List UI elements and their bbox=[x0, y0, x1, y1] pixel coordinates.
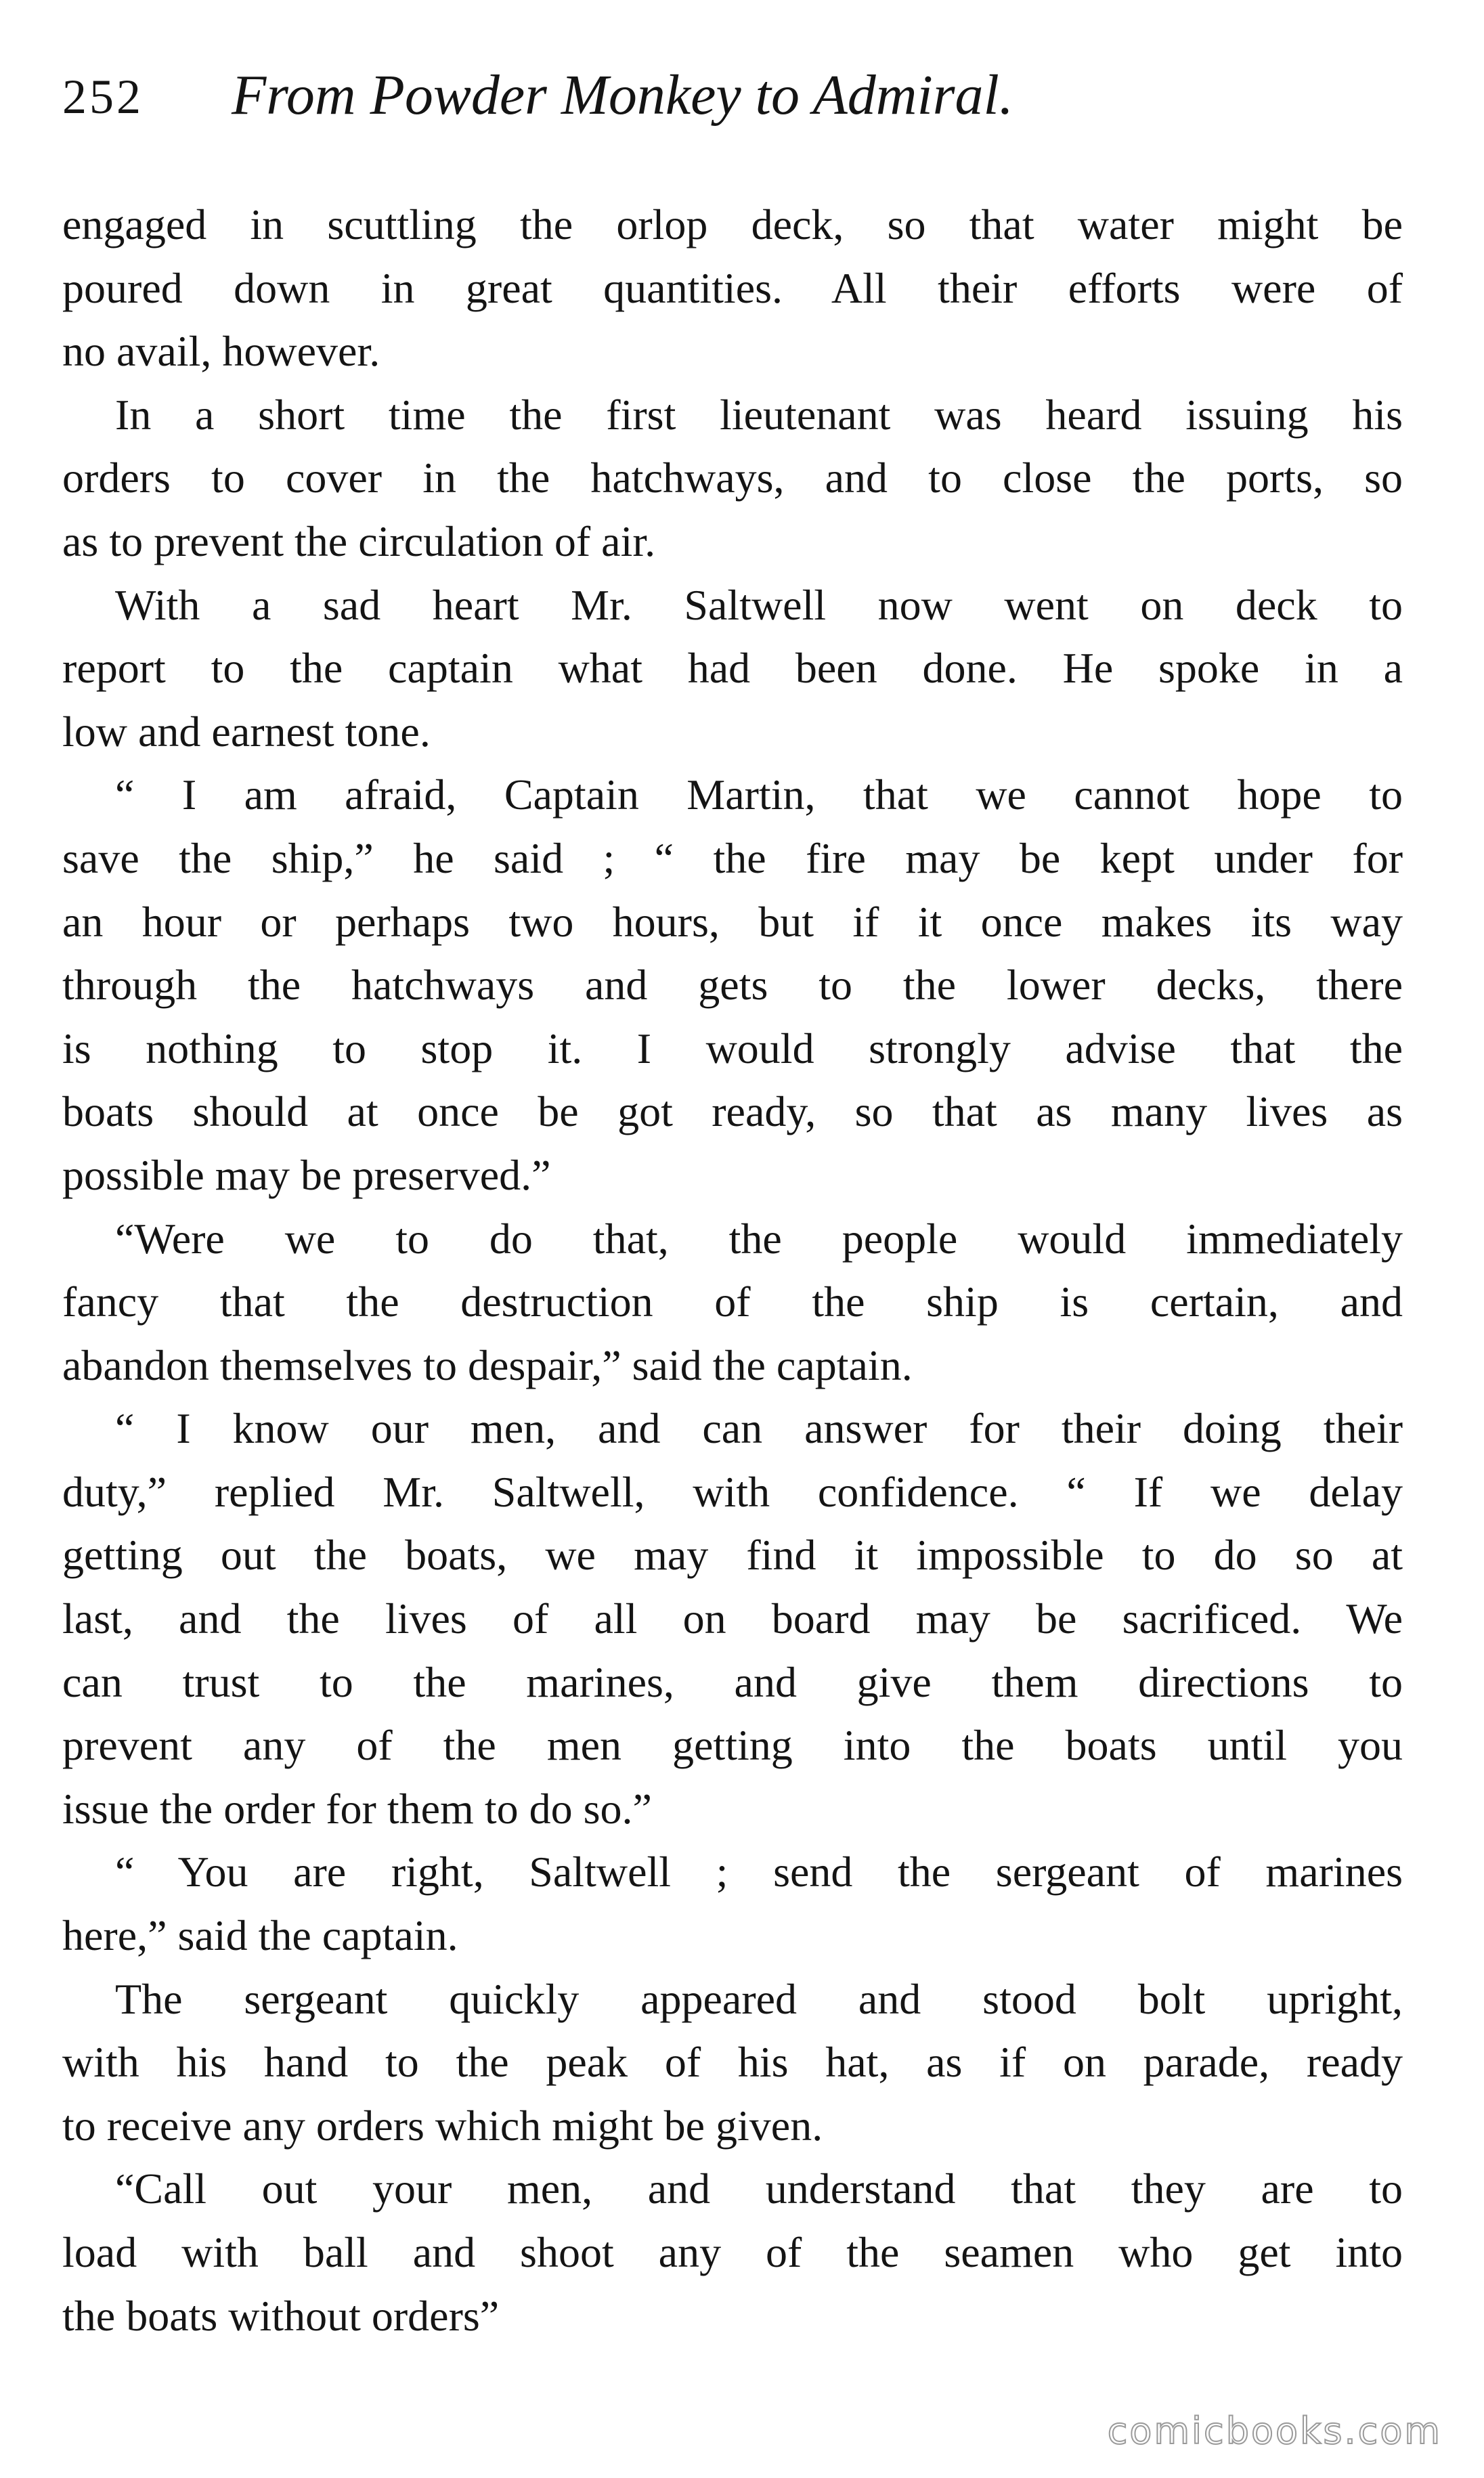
text-line: no avail, however. bbox=[62, 327, 380, 376]
text-line: orders to cover in the hatchways, and to close the ports, so bbox=[62, 454, 1403, 502]
text-line: low and earnest tone. bbox=[62, 707, 431, 756]
text-line: engaged in scuttling the orlop deck, so that water might be bbox=[62, 200, 1403, 248]
text-line: load with ball and shoot any of the seamen who get into bbox=[62, 2228, 1403, 2276]
text-line: here,” said the captain. bbox=[62, 1911, 458, 1960]
text-line: can trust to the marines, and give them directions to bbox=[62, 1657, 1403, 1706]
text-line: “ I know our men, and can answer for their doing their bbox=[115, 1404, 1403, 1453]
text-line: The sergeant quickly appeared and stood bolt upright, bbox=[115, 1974, 1403, 2023]
text-line: getting out the boats, we may find it impossible to do so at bbox=[62, 1531, 1403, 1580]
text-line: issue the order for them to do so.” bbox=[62, 1784, 652, 1833]
text-line: last, and the lives of all on board may be sacrificed. We bbox=[62, 1594, 1403, 1643]
text-line: fancy that the destruction of the ship is certain, and bbox=[62, 1278, 1403, 1326]
watermark: comicbooks.com bbox=[1107, 2410, 1442, 2452]
text-line: through the hatchways and gets to the lower decks, there bbox=[62, 961, 1403, 1009]
running-head bbox=[62, 62, 1403, 137]
text-line: the boats without orders” bbox=[62, 2291, 500, 2340]
text-line: an hour or perhaps two hours, but if it once makes its way bbox=[62, 897, 1403, 946]
body-text bbox=[62, 193, 1403, 2347]
text-line: poured down in great quantities. All their efforts were of bbox=[62, 263, 1403, 312]
text-line: abandon themselves to despair,” said the captain. bbox=[62, 1341, 913, 1389]
text-line: possible may be preserved.” bbox=[62, 1150, 551, 1199]
text-line: is nothing to stop it. I would strongly advise that the bbox=[62, 1024, 1403, 1072]
text-line: prevent any of the men getting into the boats until you bbox=[62, 1721, 1403, 1770]
running-title: From Powder Monkey to Admiral. bbox=[232, 64, 1013, 127]
text-line: boats should at once be got ready, so that as many lives as bbox=[62, 1087, 1403, 1136]
text-line: to receive any orders which might be given. bbox=[62, 2101, 823, 2150]
text-line: with his hand to the peak of his hat, as if on parade, ready bbox=[62, 2038, 1403, 2087]
text-line: “ You are right, Saltwell ; send the sergeant of marines bbox=[115, 1848, 1403, 1896]
text-line: “Call out your men, and understand that they are to bbox=[115, 2165, 1403, 2213]
text-line: report to the captain what had been done. He spoke in a bbox=[62, 644, 1403, 693]
text-line: In a short time the first lieutenant was heard issuing his bbox=[115, 390, 1403, 439]
text-line: save the ship,” he said ; “ the fire may be kept under for bbox=[62, 833, 1403, 882]
text-line: “ I am afraid, Captain Martin, that we cannot hope to bbox=[115, 770, 1403, 819]
text-line: “Were we to do that, the people would immediately bbox=[115, 1214, 1403, 1263]
text-line: duty,” replied Mr. Saltwell, with confidence. “ If we delay bbox=[62, 1467, 1403, 1516]
page-number: 252 bbox=[62, 70, 144, 124]
text-line: as to prevent the circulation of air. bbox=[62, 517, 656, 565]
text-line: With a sad heart Mr. Saltwell now went on deck to bbox=[115, 580, 1403, 629]
